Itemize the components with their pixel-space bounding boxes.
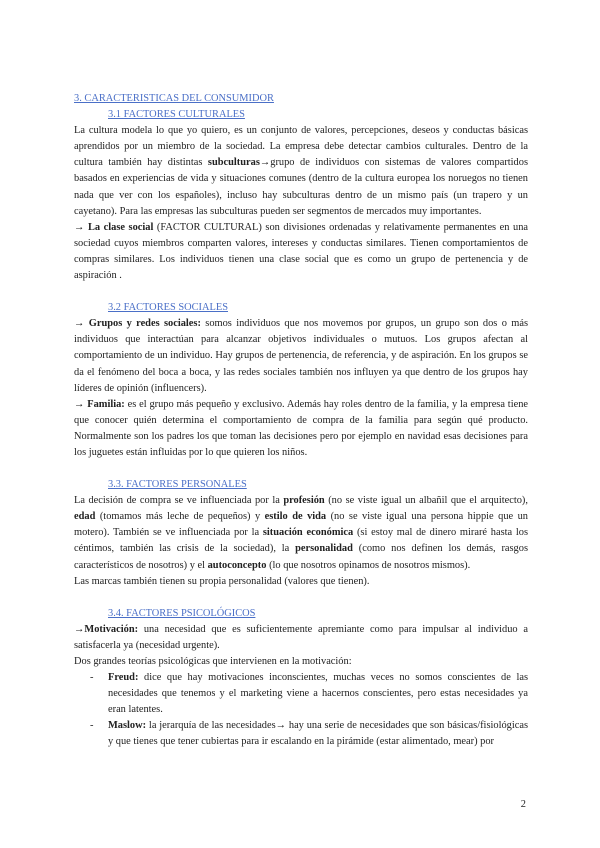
section-3-2-heading: 3.2 FACTORES SOCIALES xyxy=(108,302,228,314)
personal-text-e: (no se viste igual una persona hippie que un motero). También se ve influenciada por la xyxy=(74,511,528,539)
culture-text-1: La cultura modela lo que yo quiero, es un conjunto de valores, percepciones, deseos y conductas básicas aprendidos por un miembro de la sociedad. La empresa debe detectar cambios culturales. Dentro de la cultura también hay distintas xyxy=(74,125,528,169)
autoconcepto-bold: autoconcepto xyxy=(207,559,267,571)
arrow-icon: → xyxy=(74,221,88,233)
subculturas-bold: subculturas xyxy=(207,157,260,169)
arrow-icon: → xyxy=(74,623,85,635)
section-3-1-heading: 3.1 FACTORES CULTURALES xyxy=(108,109,245,121)
motivacion-bold: Motivación: xyxy=(84,623,139,635)
brand-personality-paragraph: Las marcas también tienen su propia personalidad (valores que tienen). xyxy=(74,575,370,587)
section-3-3-heading: 3.3. FACTORES PERSONALES xyxy=(108,479,247,491)
personal-text-c: (no se viste igual un albañil que el arquitecto), xyxy=(324,495,528,507)
page-number: 2 xyxy=(520,799,526,810)
profesion-bold: profesión xyxy=(283,495,325,507)
personal-text-a: La decisión de compra se ve influenciada por la xyxy=(74,495,284,507)
page-content xyxy=(74,91,528,751)
arrow-icon: → xyxy=(74,398,88,410)
freud-text: dice que hay motivaciones inconscientes, muchas veces no somos conscientes de las necesidades que tenemos y el marketing viene a hacernos conscientes, pero estas necesidades ya eran latentes. xyxy=(108,672,528,716)
maslow-text: la jerarquía de las necesidades→ hay una serie de necesidades que son básicas/fisiológicas y que tienes que tener cubiertas para ir escalando en la pirámide (estar alimentado, mear) por xyxy=(108,720,528,748)
edad-bold: edad xyxy=(74,511,96,523)
groups-text: somos individuos que nos movemos por grupos, un grupo son dos o más individuos que interactúan para alcanzar objetivos individuales o mutuos. Los grupos afectan al comportamiento de un individuo. Hay grupos de pertenencia, de referencia, y de aspiración. En los grupos se da el fenómeno del boca a boca, y las redes sociales también nos influyen ya que dentro de los grupos hay líderes de opinión (influencers). xyxy=(74,318,528,394)
estilo-vida-bold: estilo de vida xyxy=(264,511,327,523)
family-text: es el grupo más pequeño y exclusivo. Además hay roles dentro de la familia, y la empresa tiene que conocer quién determina el comportamiento de compra de la familia para según qué producto. Normalmente son los padres los que toman las decisiones pero por ejemplo en navidad esas decisiones para los juguetes están influidas por lo que quieren los niños. xyxy=(74,398,528,458)
family-paragraph xyxy=(74,397,528,461)
motivation-text: una necesidad que es suficientemente apremiante como para impulsar al individuo a satisfacerla ya (necesidad urgente). xyxy=(74,623,528,651)
personal-text-d: (tomamos más leche de pequeños) y xyxy=(95,511,265,523)
list-item-freud xyxy=(74,670,528,718)
social-class-text: (FACTOR CULTURAL) son divisiones ordenadas y relativamente permanentes en una sociedad cuyos miembros comparten valores, intereses y conductas similares. Tienen comportamientos de compras similares. Los individuos tienen una clase social que es como un grupo de pertenencia y de aspiración . xyxy=(74,221,529,282)
culture-text-2: →grupo de individuos con sistemas de valores compartidos basados en experiencias de vida y situaciones comunes (dentro de la cultura europea los noruegos no tienen nada que ver con los españoles), incluso hay subculturas dentro de un mismo país (un trapero y un cayetano). Para las empresas las subculturas pueden ser segmentos de mercados muy importantes. xyxy=(74,157,528,217)
arrow-icon: → xyxy=(74,318,89,330)
dash-bullet: - xyxy=(90,672,94,684)
theories-list xyxy=(74,670,528,750)
groups-paragraph xyxy=(74,316,528,396)
personal-factors-paragraph xyxy=(74,493,528,573)
theories-intro: Dos grandes teorías psicológicas que intervienen en la motivación: xyxy=(74,656,352,667)
personalidad-bold: personalidad xyxy=(295,543,353,555)
section-3-4-heading: 3.4. FACTORES PSICOLÓGICOS xyxy=(108,607,256,619)
personal-text-g: (como nos definen los demás, rasgos característicos de nosotros) y el xyxy=(74,543,528,571)
culture-paragraph xyxy=(74,123,528,220)
personal-text-h: (lo que nosotros opinamos de nosotros mismos). xyxy=(266,559,471,571)
personal-text-f: (si estoy mal de dinero miraré hasta los céntimos, también las crisis de la sociedad), la xyxy=(74,527,528,555)
dash-bullet: - xyxy=(90,720,94,732)
social-class-paragraph xyxy=(74,220,528,284)
list-item-maslow xyxy=(74,718,528,750)
family-bold: Familia: xyxy=(87,398,125,410)
freud-bold: Freud: xyxy=(108,672,139,684)
situacion-economica-bold: situación económica xyxy=(262,527,354,539)
section-3-heading: 3. CARACTERISTICAS DEL CONSUMIDOR xyxy=(74,93,274,104)
maslow-bold: Maslow: xyxy=(108,720,147,732)
motivation-paragraph xyxy=(74,622,528,654)
social-class-bold: La clase social xyxy=(87,221,154,233)
groups-bold: Grupos y redes sociales: xyxy=(88,318,201,330)
